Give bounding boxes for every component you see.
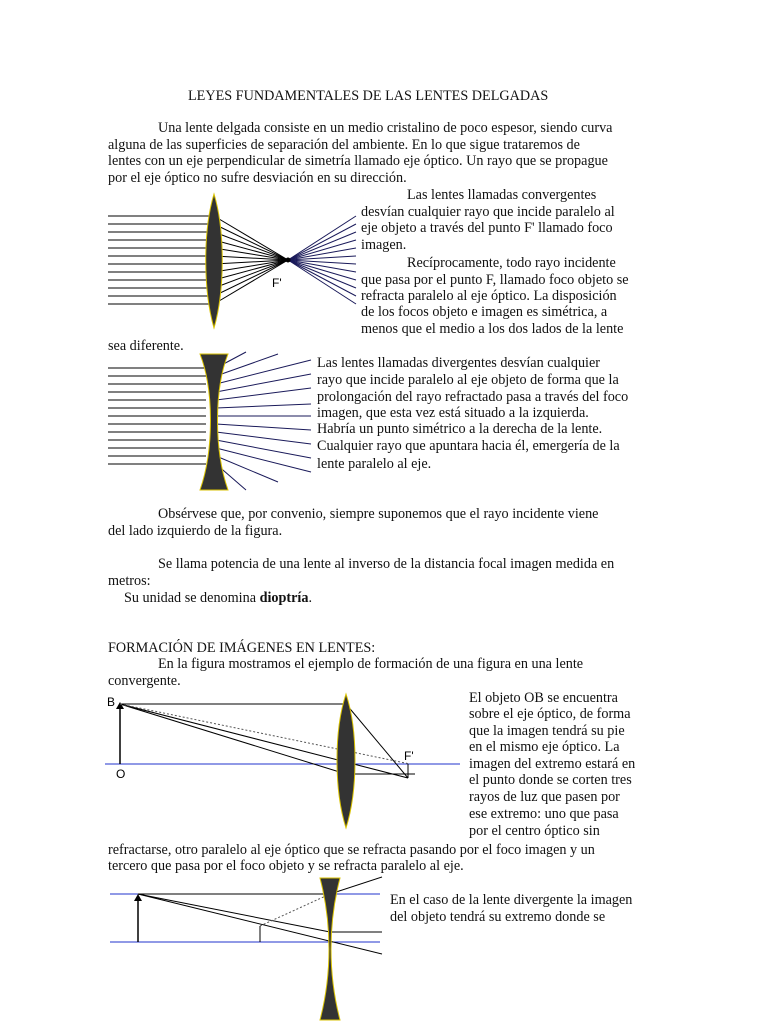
convergent-line-9: menos que el medio a los dos lados de la lente (361, 321, 624, 337)
focus-image-label: F' (404, 749, 414, 763)
formation-side-7: rayos de luz que pasen por (469, 789, 620, 805)
formation-side-8: ese extremo: uno que pasa (469, 806, 619, 822)
image-formation-convergent-diagram (100, 690, 465, 835)
formation-side-3: que la imagen tendrá su pie (469, 723, 625, 739)
power-unit-prefix: Su unidad se denomina (124, 590, 257, 606)
divergent-line-4: imagen, que esta vez está situado a la izquierda. (317, 405, 589, 421)
formation-side-1: El objeto OB se encuentra (469, 690, 618, 706)
divergent-line-2: rayo que incide paralelo al eje objeto de forma que la (317, 372, 619, 388)
formation-side-9: por el centro óptico sin (469, 823, 600, 839)
formation-heading: FORMACIÓN DE IMÁGENES EN LENTES: (108, 640, 376, 656)
divergent-line-3: prolongación del rayo refractado pasa a través del foco (317, 389, 629, 405)
intro-line-4: por el eje óptico no sufre desviación en su dirección. (108, 170, 407, 186)
formation-line-3: refractarse, otro paralelo al eje óptico que se refracta pasando por el foco imagen y un (108, 842, 595, 858)
convergent-line-2: desvían cualquier rayo que incide paralelo al (361, 204, 615, 220)
formation-line-2: convergente. (108, 673, 181, 689)
power-unit-suffix: . (308, 590, 312, 606)
formation-line-1: En la figura mostramos el ejemplo de formación de una figura en una lente (158, 656, 584, 672)
convergent-line-1: Las lentes llamadas convergentes (407, 187, 597, 203)
convergent-line-10: sea diferente. (108, 338, 184, 354)
divergent-lens-diagram (106, 350, 316, 495)
divergent-line-5: Habría un punto simétrico a la derecha de la lente. (317, 421, 603, 437)
intro-line-3: lentes con un eje perpendicular de simetría llamado eje óptico. Un rayo que se propague (108, 153, 608, 169)
divergent-case-line-1: En el caso de la lente divergente la imagen (390, 892, 633, 908)
convention-line-1: Obsérvese que, por convenio, siempre suponemos que el rayo incidente viene (158, 506, 599, 522)
convergent-line-4: imagen. (361, 237, 407, 253)
intro-line-2: alguna de las superficies de separación del ambiente. En lo que sigue trataremos de (108, 137, 580, 153)
divergent-line-7: lente paralelo al eje. (317, 456, 432, 472)
power-unit-line (124, 590, 312, 606)
point-o-label: O (116, 767, 126, 781)
image-formation-divergent-diagram (100, 874, 385, 1024)
focus-label: F' (272, 276, 282, 290)
convergent-line-6: que pasa por el punto F, llamado foco objeto se (361, 272, 629, 288)
formation-side-5: imagen del extremo estará en (469, 756, 636, 772)
divergent-line-1: Las lentes llamadas divergentes desvían cualquier (317, 355, 600, 371)
page-title: LEYES FUNDAMENTALES DE LAS LENTES DELGADAS (188, 88, 549, 104)
convergent-line-5: Recíprocamente, todo rayo incidente (407, 255, 616, 271)
divergent-case-line-2: del objeto tendrá su extremo donde se (390, 909, 606, 925)
divergent-line-6: Cualquier rayo que apuntara hacia él, emergería de la (317, 438, 620, 454)
formation-side-6: el punto donde se corten tres (469, 772, 632, 788)
convergent-line-7: refracta paralelo al eje óptico. La disposición (361, 288, 617, 304)
convergent-line-3: eje objeto a través del punto F' llamado foco (361, 220, 613, 236)
power-line-1: Se llama potencia de una lente al inverso de la distancia focal imagen medida en (158, 556, 615, 572)
power-unit-name: dioptría (259, 590, 309, 606)
power-line-2: metros: (108, 573, 151, 589)
formation-side-4: en el mismo eje óptico. La (469, 739, 620, 755)
intro-line-1: Una lente delgada consiste en un medio cristalino de poco espesor, siendo curva (158, 120, 613, 136)
convention-line-2: del lado izquierdo de la figura. (108, 523, 283, 539)
convergent-line-8: de los focos objeto e imagen es simétrica, a (361, 304, 608, 320)
formation-side-2: sobre el eje óptico, de forma (469, 706, 631, 722)
point-b-label: B (107, 695, 116, 709)
convergent-lens-diagram (106, 190, 361, 340)
formation-line-4: tercero que pasa por el foco objeto y se refracta paralelo al eje. (108, 858, 464, 874)
